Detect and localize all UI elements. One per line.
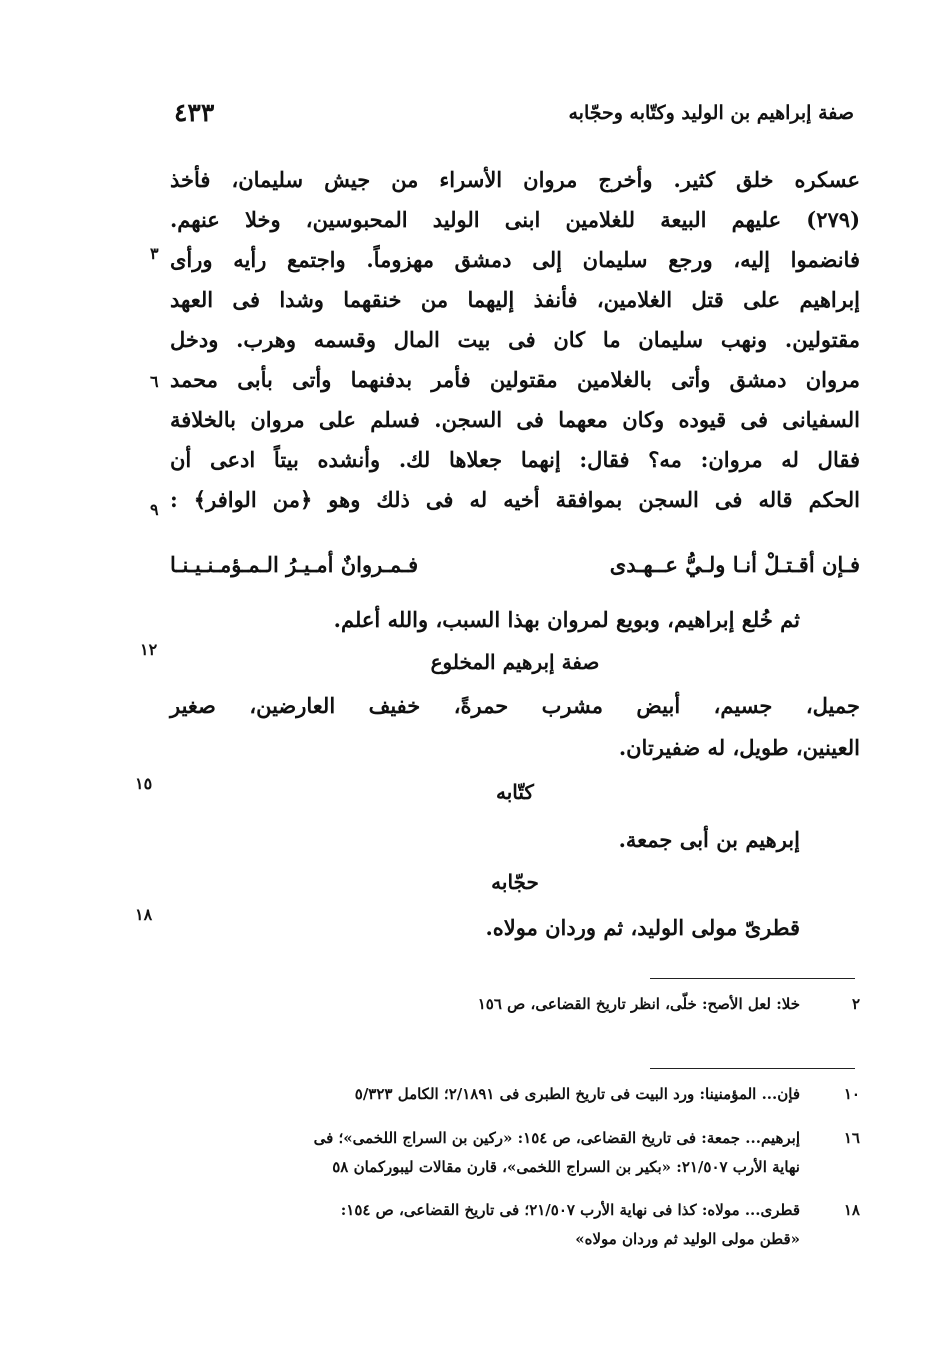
footnote-text: فإن... المؤمنينا: ورد البيت فى تاريخ الطبرى فى ٢/١٨٩١؛ الكامل ٥/٣٢٣ (354, 1085, 800, 1103)
text-line: السفيانى فى قيوده وكان معهما فى السجن. فسلم على مروان بالخلافة (170, 407, 860, 432)
margin-line-number: ١٨ (135, 905, 153, 924)
poem-verse (170, 552, 860, 592)
main-paragraph (170, 160, 860, 520)
margin-line-number: ٦ (150, 372, 159, 391)
section-heading: صفة إبرهيم المخلوع (430, 650, 600, 674)
footnote-text: خلا: لعل الأصح: خلّى، انظر تاريخ القضاعى، ص ١٥٦ (477, 995, 800, 1013)
text-line: (٢٧٩) عليهم البيعة للغلامين ابنى الوليد المحبوسين، وخلا عنهم. (170, 207, 860, 232)
text-line: مروان دمشق وأتى بالغلامين مقتولين فأمر بدفنهما وأتى بأبى محمد (170, 367, 860, 392)
text-line: إبراهيم على قتل الغلامين، فأنفذ إليهما من خنقهما وشدا فى العهد (170, 287, 860, 312)
footnote-rule (650, 978, 855, 979)
footnote (170, 1124, 860, 1182)
footnote-text-line: قطرى... مولاه: كذا فى نهاية الأرب ٢١/٥٠٧؛ فى تاريخ القضاعى، ص ١٥٤: (340, 1201, 800, 1219)
section-heading: حجّابه (491, 870, 539, 894)
footnote-number: ٢ (851, 995, 860, 1013)
text-line: جميل، جسيم، أبيض مشرب حمرةً، خفيف العارضين، صغير (170, 693, 860, 718)
footnote-number: ١٨ (843, 1201, 860, 1219)
footnote-number: ١٦ (843, 1129, 860, 1147)
footnote (170, 1080, 860, 1109)
margin-line-number: ١٢ (140, 640, 158, 659)
section-heading: كتّابه (496, 780, 534, 804)
verse-second-hemistich: فـمـروانٌ أمـيـرُ الـمـؤمـنـيـنـا (170, 552, 419, 577)
text-line: مقتولين. ونهب سليمان ما كان فى بيت المال وقسمه وهرب. ودخل (170, 327, 860, 352)
text-line: قطرىّ مولى الوليد، ثم وردان مولاه. (485, 915, 800, 940)
text-line: فانضموا إليه، ورجع سليمان إلى دمشق مهزوماً. واجتمع رأيه ورأى (170, 247, 860, 272)
footnote-text-line: «قطن مولى الوليد ثم وردان مولاه» (575, 1230, 800, 1248)
text-line: الحكم قاله فى السجن بموافقة أخيه له فى ذلك وهو ﴿من الوافر﴾ : (170, 487, 860, 512)
margin-line-number: ١٥ (135, 774, 153, 793)
margin-line-number: ٩ (150, 500, 159, 519)
verse-first-hemistich: فـإن أقـتـلْ أنـا ولـيُّ عــهـدى (609, 552, 860, 577)
text-line: فقال له مروان: مه؟ فقال: إنهما جعلاها لك. وأنشده بيتاً ادعى أن (170, 447, 860, 472)
footnote (170, 990, 860, 1019)
footnote (170, 1196, 860, 1254)
running-title: صفة إبراهيم بن الوليد وكتّابه وحجّابه (568, 102, 854, 124)
text-line: عسكره خلق كثير. وأخرج مروان الأسراء من جيش سليمان، فأخذ (170, 167, 860, 192)
text-line: العينين، طويل، له ضفيرتان. (618, 735, 860, 760)
footnote-text-line: إبرهيم... جمعة: فى تاريخ القضاعى، ص ١٥٤: «ركين بن السراج اللخمى»؛ فى (313, 1129, 800, 1147)
text-line: إبرهيم بن أبى جمعة. (618, 827, 800, 852)
footnote-text-line: نهاية الأرب ٢١/٥٠٧: «بكير بن السراج اللخمى»، قارن مقالات ليبوركمان ٥٨ (332, 1158, 800, 1176)
margin-line-number: ٣ (150, 244, 159, 263)
footnote-rule (650, 1068, 855, 1069)
page-header (170, 98, 860, 138)
after-verse-text: ثم خُلع إبراهيم، وبويع لمروان بهذا السبب، والله أعلم. (333, 607, 800, 632)
footnote-number: ١٠ (843, 1085, 860, 1103)
page-number: ٤٣٣ (174, 98, 215, 127)
